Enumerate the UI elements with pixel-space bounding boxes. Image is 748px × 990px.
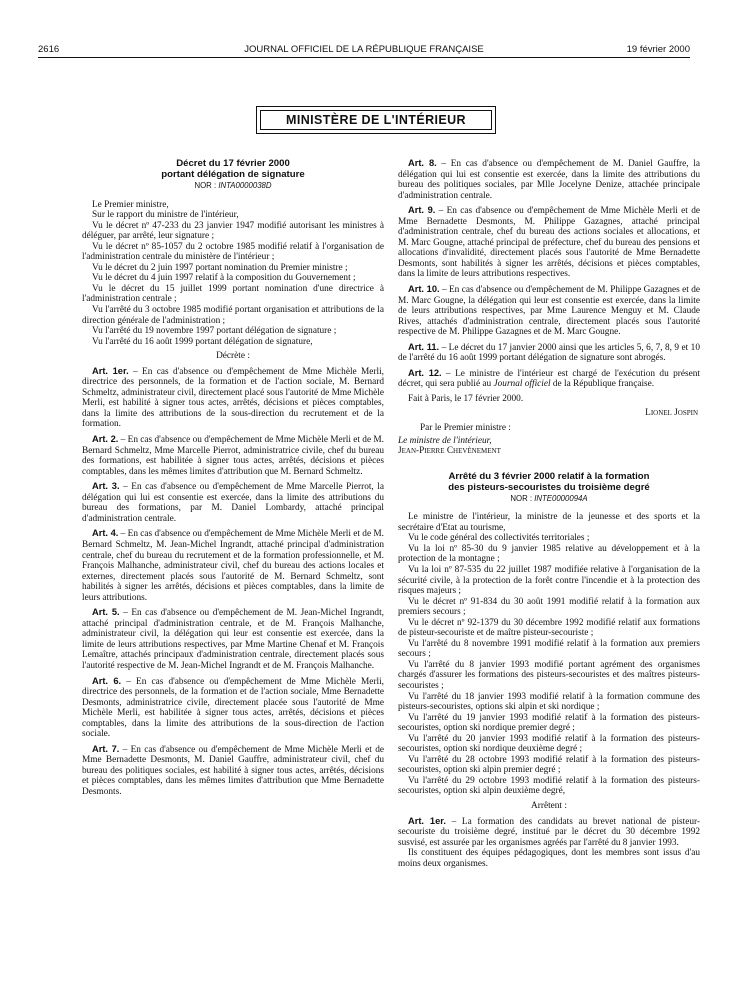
nor-label: NOR : [194, 181, 217, 190]
article-label: Art. 2. [92, 434, 119, 445]
article [82, 366, 384, 430]
visa-line: Vu le décret du 15 juillet 1999 portant nomination d'une directrice à l'administration centrale ; [82, 283, 384, 305]
visa-line: Vu l'arrêté du 8 novembre 1991 modifié relatif à la formation aux premiers secours ; [398, 638, 700, 660]
article-label: Art. 8. [408, 158, 437, 168]
article-label: Art. 9. [408, 205, 436, 216]
visa-line: Le ministre de l'intérieur, la ministre de la jeunesse et des sports et la secrétaire d'Etat au tourisme, [398, 512, 700, 533]
visa-line: Vu le décret nº 85-1057 du 2 octobre 1985 modifié relatif à l'organisation de l'administration centrale du ministère de l'intérieur ; [82, 241, 384, 263]
article-text: – En cas d'absence ou d'empêchement de Mme Marcelle Pierrot, la délégation qui lui est consentie est exercée, dans la limite des attributions du bureau des formations, par M. Daniel Lombardy, attaché principal d'administration centrale. [82, 482, 384, 524]
article [398, 342, 700, 364]
par-le-premier-ministre: Par le Premier ministre : [420, 423, 511, 434]
article [82, 676, 384, 740]
article-label: Art. 4. [92, 528, 119, 539]
article [398, 816, 700, 849]
article [398, 205, 700, 280]
signatory-name: Lionel Jospin [645, 408, 698, 419]
visa-line: Vu l'arrêté du 16 août 1999 portant délégation de signature, [92, 336, 313, 347]
ministry-box [256, 106, 496, 134]
issue-date: 19 février 2000 [626, 44, 690, 55]
article-label: Art. 5. [92, 607, 120, 618]
article-text: – Le ministre de l'intérieur est chargé de l'exécution du présent décret, qui sera publié au [398, 368, 700, 390]
visa-line: Vu l'arrêté du 3 octobre 1985 modifié portant organisation et attributions de la direction générale de l'administration ; [82, 305, 384, 326]
article-text: – En cas d'absence ou d'empêchement de M. Daniel Gauffre, la délégation qui lui est consentie est exercée, dans la limite des attributions du bureau des politiques sociales, par Mlle Jocelyne Denize, attachée principale d'administration centrale. [398, 159, 700, 201]
article-label: Art. 11. [408, 341, 440, 352]
decret-title-line-2: portant délégation de signature [161, 169, 305, 180]
nor-code: INTE0000094A [534, 493, 588, 503]
article-label: Art. 10. [408, 284, 440, 295]
visa-line: Vu l'arrêté du 19 janvier 1993 modifié relatif à la formation des pisteurs-secouristes, option ski nordique premier degré ; [398, 712, 700, 734]
header-rule [38, 57, 690, 58]
nor-label: NOR : [510, 493, 533, 503]
minister-title-text: Le ministre de l'intérieur, [398, 435, 492, 446]
page-number: 2616 [38, 44, 60, 55]
article-label: Art. 12. [408, 367, 442, 378]
ministry-title: MINISTÈRE DE L'INTÉRIEUR [260, 110, 492, 130]
visa-line: Vu l'arrêté du 8 janvier 1993 modifié portant agrément des organismes chargés d'assurer les formations des pisteurs-secouristes et des maîtres pisteurs-secouristes ; [398, 659, 700, 691]
article [398, 368, 700, 390]
minister-name: Jean-Pierre Chevènement [398, 446, 501, 457]
article [82, 481, 384, 524]
spacer [398, 457, 700, 471]
article-text: – En cas d'absence ou d'empêchement de Mme Michèle Merli et de M. Bernard Schmeltz, M. Jean-Michel Ingrandt, attaché principal d'administration centrale, chef du bureau du recrutement et de la formation professionnelle, et M. François Malhanche, administrateur civil, chef du bureau des actions locales et externes, directement placés sous l'autorité de M. Bernard Schmeltz, sont habilités à signer les arrêtés, décisions et pièces comptables, dans la limite de leurs attributions. [82, 529, 384, 603]
visa-line: Vu l'arrêté du 19 novembre 1997 portant délégation de signature ; [92, 326, 337, 337]
fait-a-paris: Fait à Paris, le 17 février 2000. [408, 393, 524, 404]
article-text: – La formation des candidats au brevet national de pisteur-secouriste du troisième degré, institué par le décret du 30 décembre 1992 susvisé, est assurée par les organismes agréés par l'arrêté du 8 janvier 1993. [398, 816, 701, 848]
visa-line: Vu l'arrêté du 29 octobre 1993 modifié relatif à la formation des pisteurs-secouristes, option ski alpin deuxième degré, [398, 775, 700, 797]
arrete-title-line-2: des pisteurs-secouristes du troisième degré [448, 481, 650, 493]
article [82, 744, 384, 798]
article [82, 607, 384, 671]
article-text: – En cas d'absence ou d'empêchement de Mme Michèle Merli et de M. Bernard Schmeltz, Mme Marcelle Pierrot, administratrice civile, chef du bureau des formations, est habilitée à signer tous actes, arrêtés, décisions et pièces comptables, dans les mêmes limites d'attribution que M. Bernard Schmeltz. [82, 435, 384, 477]
article-label: Art. 1er. [92, 365, 129, 376]
decrete-heading: Décrète : [216, 351, 250, 362]
article [398, 158, 700, 201]
article-label: Art. 7. [92, 743, 120, 754]
visa-line: Vu l'arrêté du 28 octobre 1993 modifié relatif à la formation des pisteurs-secouristes, option ski alpin premier degré ; [398, 754, 700, 776]
visa-line: Vu le code général des collectivités territoriales ; [408, 533, 590, 544]
visa-line: Le Premier ministre, [92, 199, 169, 210]
article-text: – En cas d'absence ou d'empêchement de Mme Michèle Merli et de Mme Bernadette Desmonts, M. Philippe Gazagnes, attaché principal d'administration centrale, chef du bureau des actions sociales et allocations, et M. Marc Gougne, attaché principal de préfecture, chef du bureau des pensions et allocations d'invalidité, directement placés sous l'autorité de Mme Bernadette Desmonts, sont habilités à signer les arrêtés, décisions et pièces comptables, dans la limite de leurs attributions respectives. [398, 206, 700, 280]
article-label: Art. 1er. [408, 815, 446, 826]
visa-line: Vu le décret nº 91-834 du 30 août 1991 modifié relatif à la formation aux premiers secours ; [398, 596, 700, 618]
article-label: Art. 6. [92, 675, 122, 686]
article-text: – En cas d'absence ou d'empêchement de M. Jean-Michel Ingrandt, attaché principal d'administration centrale, et de M. François Malhanche, administrateur civil, la délégation qui leur est consentie est exercée, dans la limite de leurs attributions respectives, par Mme Martine Chenaf et M. François Lemaître, attachés principaux d'administration centrale, directement placés sous l'autorité respective de M. Jean-Michel Ingrandt et de M. François Malhanche. [82, 608, 384, 671]
article-text: – En cas d'absence ou d'empêchement de Mme Michèle Merli et de Mme Bernadette Desmonts, M. Daniel Gauffre, administrateur civil, chef du bureau des politiques sociales, est habilité à signer tous actes, arrêtés, décisions et pièces comptables, dans les mêmes limites d'attribution que Mme Bernadette Desmonts. [82, 744, 384, 797]
visa-line: Vu le décret nº 47-233 du 23 janvier 1947 modifié autorisant les ministres à déléguer, par arrêté, leur signature ; [82, 220, 384, 242]
journal-officiel-italic: Journal officiel [493, 379, 551, 390]
nor-code: INTA0000038D [218, 181, 272, 190]
article-text: – En cas d'absence ou d'empêchement de Mme Michèle Merli, directrice des personnels, de la formation et de l'action sociale, Mme Bernadette Desmonts, administratrice civile, directement placée sous l'autorité de Mme Michèle Merli, est habilitée à signer tous actes, arrêtés, décisions et pièces comptables, dans la limite des attributions de la sous-direction de l'action sociale. [82, 676, 384, 740]
visa-line: Vu le décret du 2 juin 1997 portant nomination du Premier ministre ; [92, 262, 348, 273]
decret-title-line-1: Décret du 17 février 2000 [176, 158, 290, 169]
visa-line: Vu le décret du 4 juin 1997 relatif à la composition du Gouvernement ; [92, 273, 356, 284]
visa-line: Vu la loi nº 87-535 du 22 juillet 1987 modifiée relative à l'organisation de la sécurité civile, à la protection de la forêt contre l'incendie et à la protection des risques majeurs ; [398, 564, 700, 597]
arretent-heading: Arrêtent : [531, 800, 567, 811]
article-label: Art. 3. [92, 481, 120, 492]
decret-nor [82, 181, 384, 192]
visa-line: Sur le rapport du ministre de l'intérieur, [92, 210, 239, 221]
right-column [398, 158, 700, 869]
visa-line: Vu la loi nº 85-30 du 9 janvier 1985 relative au développement et à la protection de la montagne ; [398, 543, 700, 565]
journal-title: JOURNAL OFFICIEL DE LA RÉPUBLIQUE FRANÇAISE [244, 44, 484, 55]
left-column [82, 158, 384, 798]
article-text-end: de la République française. [550, 379, 655, 390]
minister-title [398, 436, 700, 447]
visa-line: Vu le décret nº 92-1379 du 30 décembre 1992 modifié relatif aux formations de pisteur-secouriste et de maître pisteur-secouriste ; [398, 617, 700, 639]
arrete-title-line-1: Arrêté du 3 février 2000 relatif à la formation [448, 470, 650, 482]
visa-line: Vu l'arrêté du 18 janvier 1993 modifié relatif à la formation commune des pisteurs-secouristes, options ski alpin et ski nordique ; [398, 691, 700, 713]
article-text: – En cas d'absence ou d'empêchement de Mme Michèle Merli, directrice des personnels, de la formation et de l'action sociale, M. Bernard Schmeltz, administrateur civil, directement placé sous l'autorité de Mme Michèle Merli, est habilité à signer tous actes, arrêtés, décisions et pièces comptables, dans la limite des attributions de la sous-direction du recrutement et de la formation. [82, 366, 384, 430]
article-text: – Le décret du 17 janvier 2000 ainsi que les articles 5, 6, 7, 8, 9 et 10 de l'arrêté du 16 août 1999 portant délégation de signature sont abrogés. [398, 342, 700, 364]
page-header [38, 44, 690, 58]
article [82, 434, 384, 477]
arrete-nor [398, 494, 700, 505]
visa-line: Vu l'arrêté du 20 janvier 1993 modifié relatif à la formation des pisteurs-secouristes, option ski nordique deuxième degré ; [398, 733, 700, 755]
final-paragraph: Ils constituent des équipes pédagogiques, dont les membres sont issus d'au moins deux organismes. [398, 848, 700, 869]
article-text: – En cas d'absence ou d'empêchement de M. Philippe Gazagnes et de M. Marc Gougne, la délégation qui leur est consentie est exercée, dans la limite de leurs attributions respectives, par Mme Laurence Menguy et M. Claude Rives, attachés d'administration centrale, directement placés sous l'autorité respective de M. Philippe Gazagnes et de M. Marc Gougne. [398, 285, 700, 338]
article [82, 528, 384, 603]
article [398, 284, 700, 338]
